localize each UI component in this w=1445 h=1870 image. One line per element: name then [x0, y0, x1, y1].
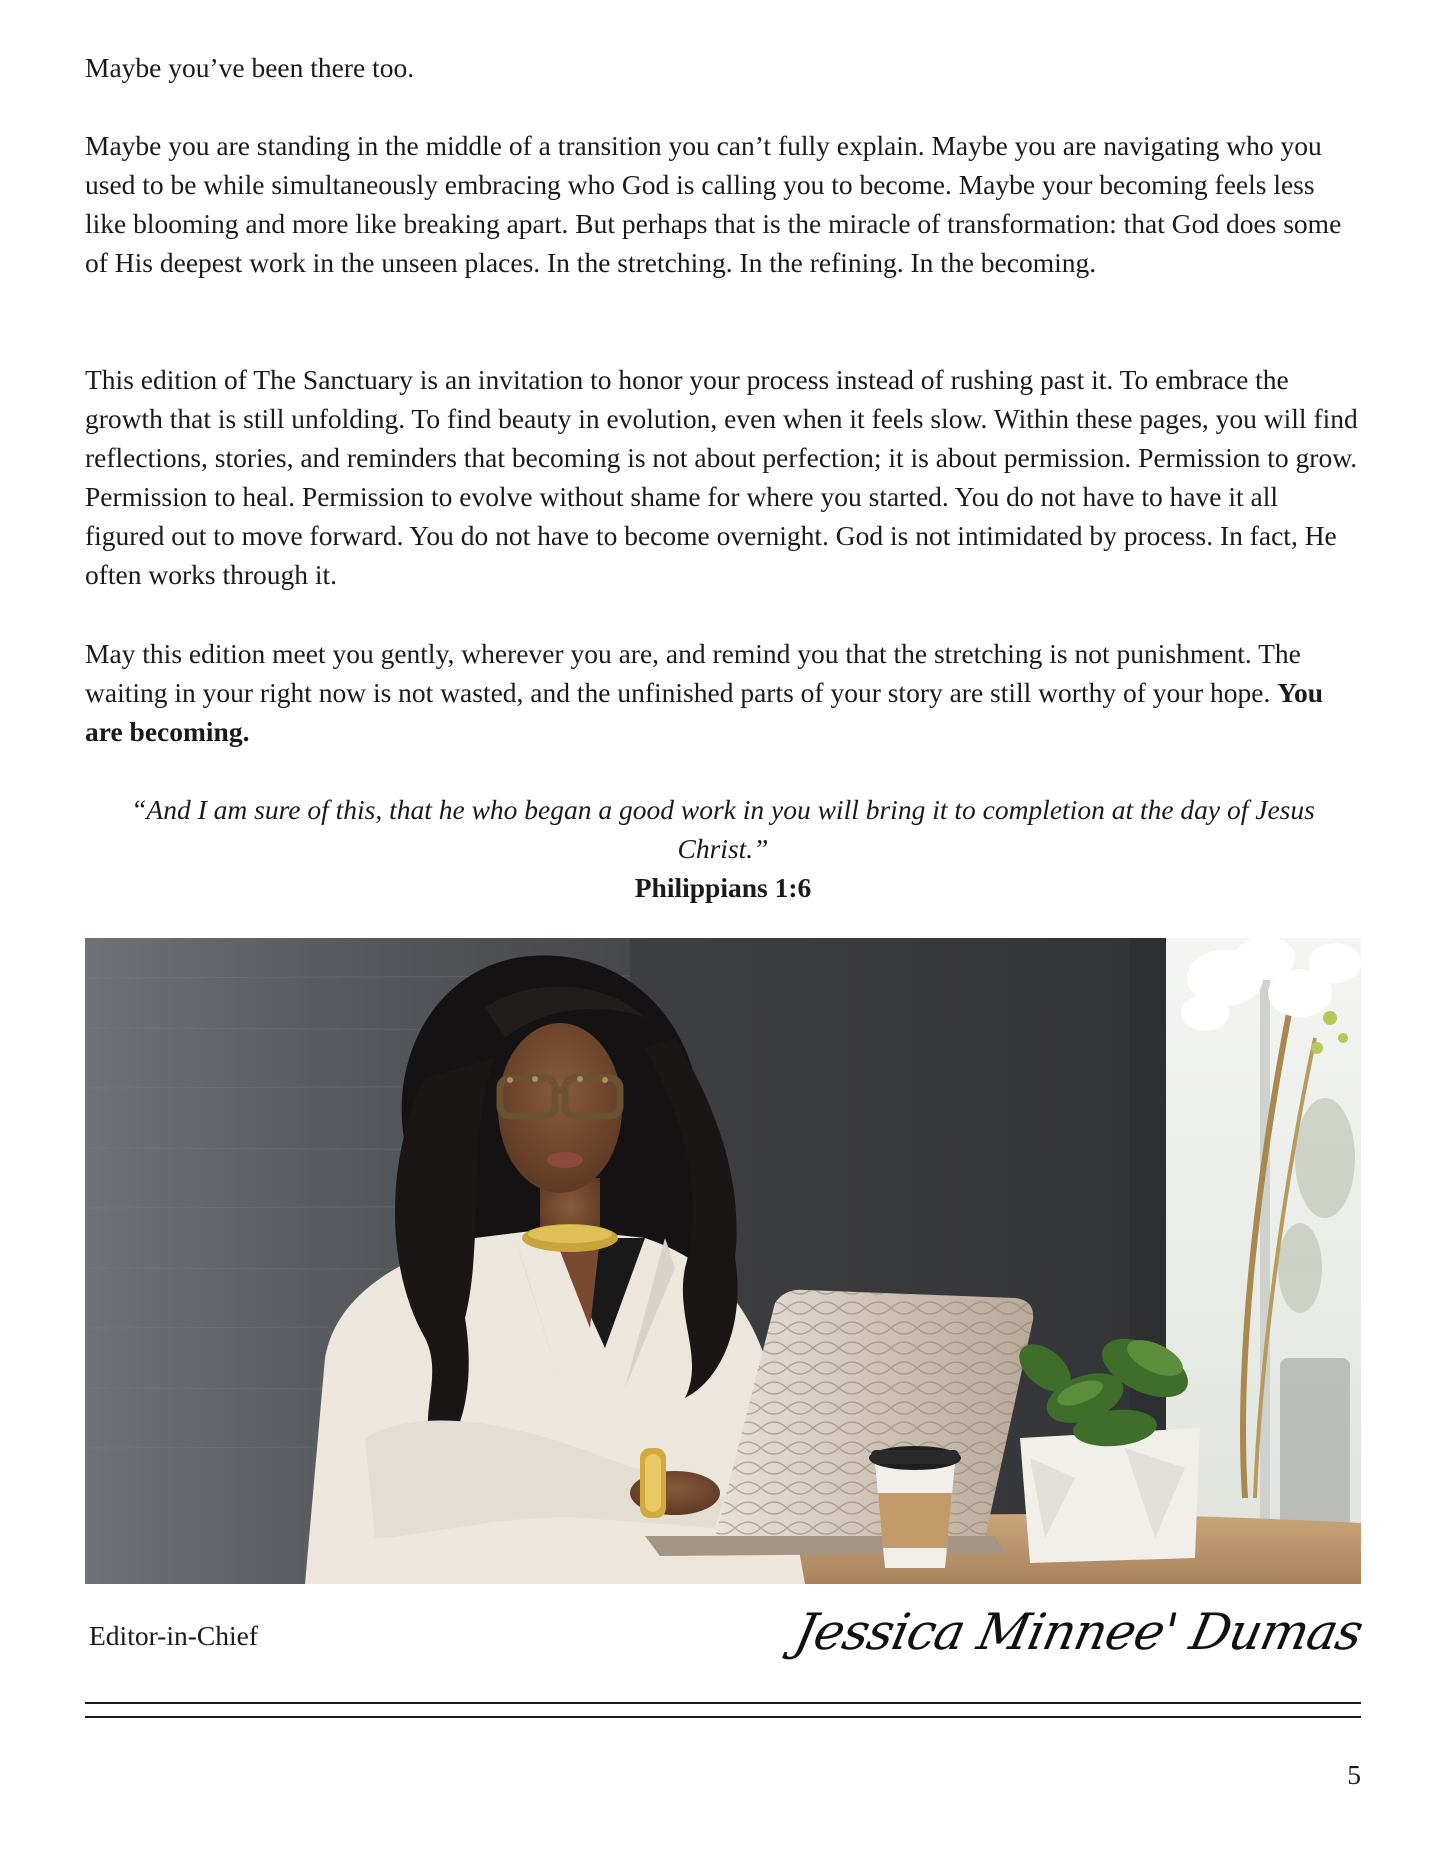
scripture-quote — [85, 790, 1361, 907]
closing-text: May this edition meet you gently, wherever you are, and remind you that the stretching is not punishment. The waiting in your right now is not wasted, and the unfinished parts of your story are still worthy of your hope. — [85, 638, 1301, 708]
footer-rule-bottom — [85, 1716, 1361, 1718]
body-paragraph-1: Maybe you’ve been there too. — [85, 52, 415, 83]
editor-photo-icon — [85, 938, 1361, 1584]
closing-paragraph — [85, 634, 1361, 751]
quote-text: “And I am sure of this, that he who began a good work in you will bring it to completion at the day of Jesus Christ.” — [131, 794, 1315, 864]
magazine-page — [85, 0, 1368, 1870]
footer-rule-top — [85, 1702, 1361, 1704]
editor-role: Editor-in-Chief — [89, 1620, 258, 1651]
closing-emphasis: You are becoming. — [85, 677, 1324, 747]
body-paragraph-3: This edition of The Sanctuary is an invitation to honor your process instead of rushing past it. To embrace the growth that is still unfolding. To find beauty in evolution, even when it feels slow. Within these pages, you will find reflections, stories, and reminders that becoming is not about perfection; it is about permission. Permission to grow. Permission to heal. Permission to evolve without shame for where you started. You do not have to have it all figured out to move forward. You do not have to become overnight. God is not intimidated by process. In fact, He often works through it. — [85, 364, 1358, 590]
editor-signature: Jessica Minnee' Dumas — [789, 1603, 1368, 1661]
quote-reference: Philippians 1:6 — [634, 872, 812, 903]
page-number: 5 — [1347, 1759, 1361, 1790]
body-paragraph-2: Maybe you are standing in the middle of a transition you can’t fully explain. Maybe you are navigating who you used to be while simultaneously embracing who God is calling you to become. Maybe your becoming feels less like blooming and more like breaking apart. But perhaps that is the miracle of transformation: that God does some of His deepest work in the unseen places. In the stretching. In the refining. In the becoming. — [85, 130, 1342, 278]
